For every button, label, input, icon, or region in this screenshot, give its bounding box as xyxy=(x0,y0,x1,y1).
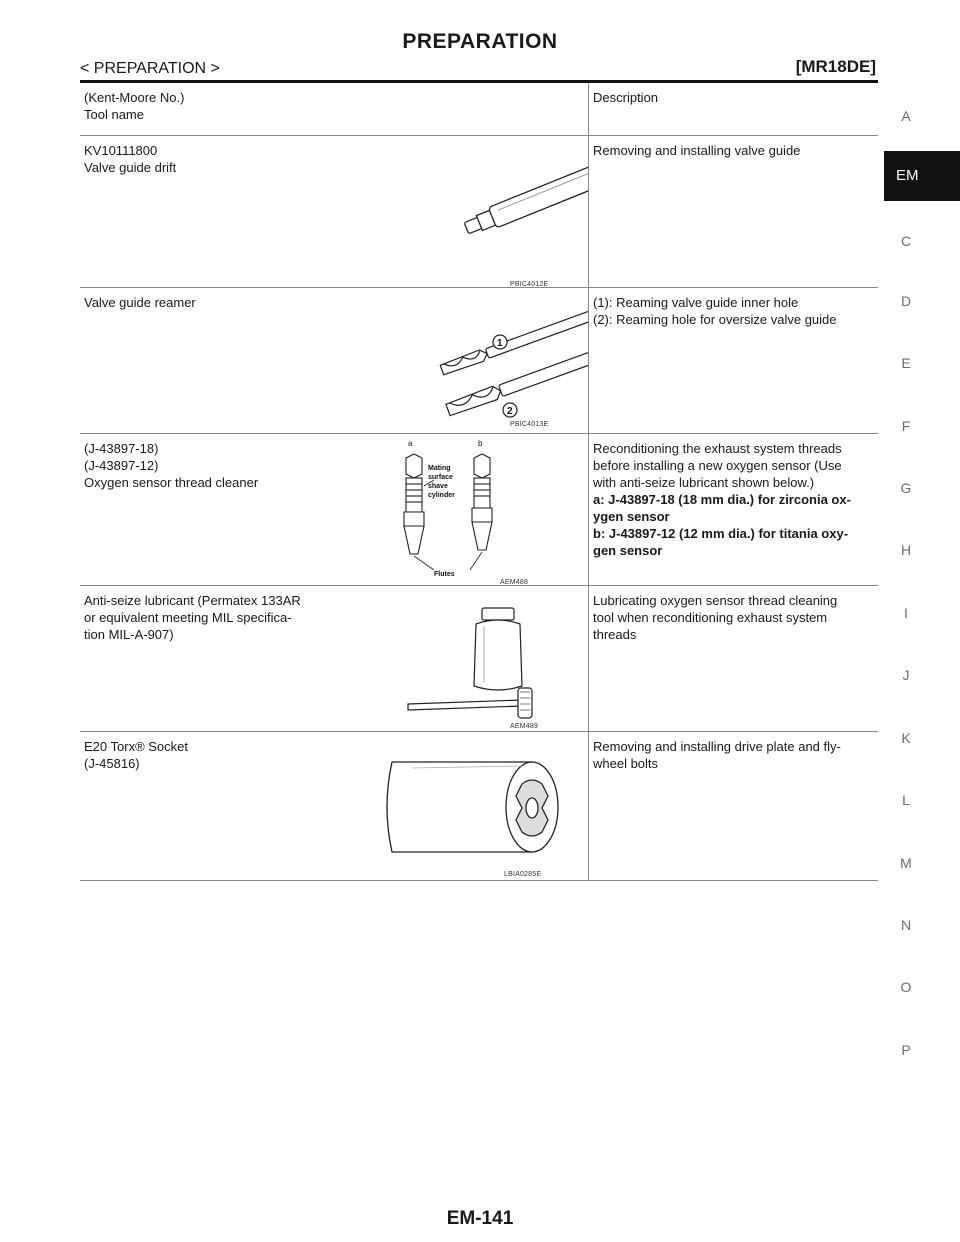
page-title: PREPARATION xyxy=(402,30,558,53)
side-index-letter[interactable]: I xyxy=(904,605,908,621)
header-description xyxy=(589,83,879,136)
figure-label: b xyxy=(478,439,483,448)
description-text: before installing a new oxygen sensor (Use xyxy=(593,458,842,473)
tool-name: Oxygen sensor thread cleaner xyxy=(84,475,259,490)
tool-name-cell xyxy=(80,732,372,881)
figure-cell xyxy=(372,434,589,586)
tool-number: (J-43897-12) xyxy=(84,458,159,473)
figure-cell xyxy=(372,136,589,288)
lubricant-bottle-icon xyxy=(372,586,588,732)
description-text: Reconditioning the exhaust system threads xyxy=(593,441,842,456)
description-cell xyxy=(589,586,879,732)
side-index-letter[interactable]: L xyxy=(902,792,910,808)
description-cell xyxy=(589,136,879,288)
figure-code: PBIC4012E xyxy=(510,281,549,288)
page-number: EM-141 xyxy=(446,1208,514,1229)
torx-socket-icon xyxy=(372,732,588,881)
figure-label: cylinder xyxy=(428,492,455,499)
table-row xyxy=(80,586,878,732)
figure-cell xyxy=(372,732,589,881)
description-cell xyxy=(589,434,879,586)
valve-guide-reamer-icon xyxy=(372,288,588,434)
figure-label: 2 xyxy=(507,406,513,417)
tool-name: Valve guide drift xyxy=(84,160,177,175)
side-index-letter[interactable]: K xyxy=(901,730,911,746)
header-description-label: Description xyxy=(593,90,659,105)
tool-name: Anti-seize lubricant (Permatex 133AR xyxy=(84,593,301,608)
description-text: (1): Reaming valve guide inner hole xyxy=(593,295,799,310)
table-row xyxy=(80,732,878,881)
figure-code: LBIA0285E xyxy=(504,871,542,878)
side-index-letter[interactable]: P xyxy=(901,1042,911,1058)
figure-label: Flutes xyxy=(434,571,455,578)
side-index-letter[interactable]: D xyxy=(900,293,912,309)
special-tools-table xyxy=(80,83,878,881)
header-figure-cell xyxy=(372,83,589,136)
table-row xyxy=(80,136,878,288)
description-text: Removing and installing drive plate and fly- xyxy=(593,739,841,754)
figure-label: 1 xyxy=(497,338,503,349)
description-cell xyxy=(589,732,879,881)
side-index-letter[interactable]: O xyxy=(900,979,912,995)
thread-cleaner-icon xyxy=(372,434,588,586)
side-index-letter[interactable]: H xyxy=(900,542,912,558)
side-index-letter[interactable]: A xyxy=(901,108,911,124)
tool-number: (J-43897-18) xyxy=(84,441,159,456)
tool-number: KV10111800 xyxy=(84,143,158,158)
tool-name-cell xyxy=(80,586,372,732)
side-index-letter[interactable]: M xyxy=(900,855,912,871)
side-index-letter[interactable]: C xyxy=(900,233,912,249)
description-text: Removing and installing valve guide xyxy=(593,143,801,158)
table-header-row xyxy=(80,83,878,136)
section-breadcrumb: < PREPARATION > xyxy=(80,60,220,77)
side-index-letter[interactable]: F xyxy=(901,418,911,434)
tool-number: (J-45816) xyxy=(84,756,140,771)
tool-name: tion MIL-A-907) xyxy=(84,627,174,642)
description-bold-text: ygen sensor xyxy=(593,509,670,524)
figure-code: AEM488 xyxy=(500,579,529,586)
description-text: Lubricating oxygen sensor thread cleaning xyxy=(593,593,838,608)
header-tool-name-label: Tool name xyxy=(84,107,144,122)
table-row xyxy=(80,434,878,586)
tool-name: or equivalent meeting MIL specifica- xyxy=(84,610,292,625)
table-row xyxy=(80,288,878,434)
description-text: tool when reconditioning exhaust system xyxy=(593,610,828,625)
tool-name-cell xyxy=(80,434,372,586)
side-index-letter[interactable]: E xyxy=(901,355,911,371)
valve-guide-drift-icon xyxy=(372,136,588,288)
description-bold-text: b: J-43897-12 (12 mm dia.) for titania oxy- xyxy=(593,526,849,541)
tool-name-cell xyxy=(80,136,372,288)
figure-code: AEM489 xyxy=(510,723,539,730)
description-bold-text: gen sensor xyxy=(593,543,663,558)
header-kent-moore-label: (Kent-Moore No.) xyxy=(84,90,185,105)
description-text: with anti-seize lubricant shown below.) xyxy=(593,475,815,490)
figure-cell xyxy=(372,288,589,434)
description-text: threads xyxy=(593,627,637,642)
description-cell xyxy=(589,288,879,434)
tool-name: Valve guide reamer xyxy=(84,295,196,310)
figure-cell xyxy=(372,586,589,732)
tool-name: E20 Torx® Socket xyxy=(84,739,188,754)
description-bold-text: a: J-43897-18 (18 mm dia.) for zirconia ox- xyxy=(593,492,851,507)
side-index-letter[interactable]: J xyxy=(902,667,910,683)
side-index-letter[interactable]: G xyxy=(900,480,912,496)
tool-name-cell xyxy=(80,288,372,434)
figure-label: Mating xyxy=(428,465,451,472)
engine-code: [MR18DE] xyxy=(795,57,876,76)
description-text: (2): Reaming hole for oversize valve guide xyxy=(593,312,837,327)
header-tool-name xyxy=(80,83,372,136)
figure-label: surface xyxy=(428,474,453,481)
figure-code: PBIC4013E xyxy=(510,421,549,428)
side-index-letter[interactable]: N xyxy=(900,917,912,933)
side-index-letter-active[interactable]: EM xyxy=(884,151,960,201)
figure-label: a xyxy=(408,439,413,448)
figure-label: shave xyxy=(428,483,448,490)
description-text: wheel bolts xyxy=(593,756,659,771)
